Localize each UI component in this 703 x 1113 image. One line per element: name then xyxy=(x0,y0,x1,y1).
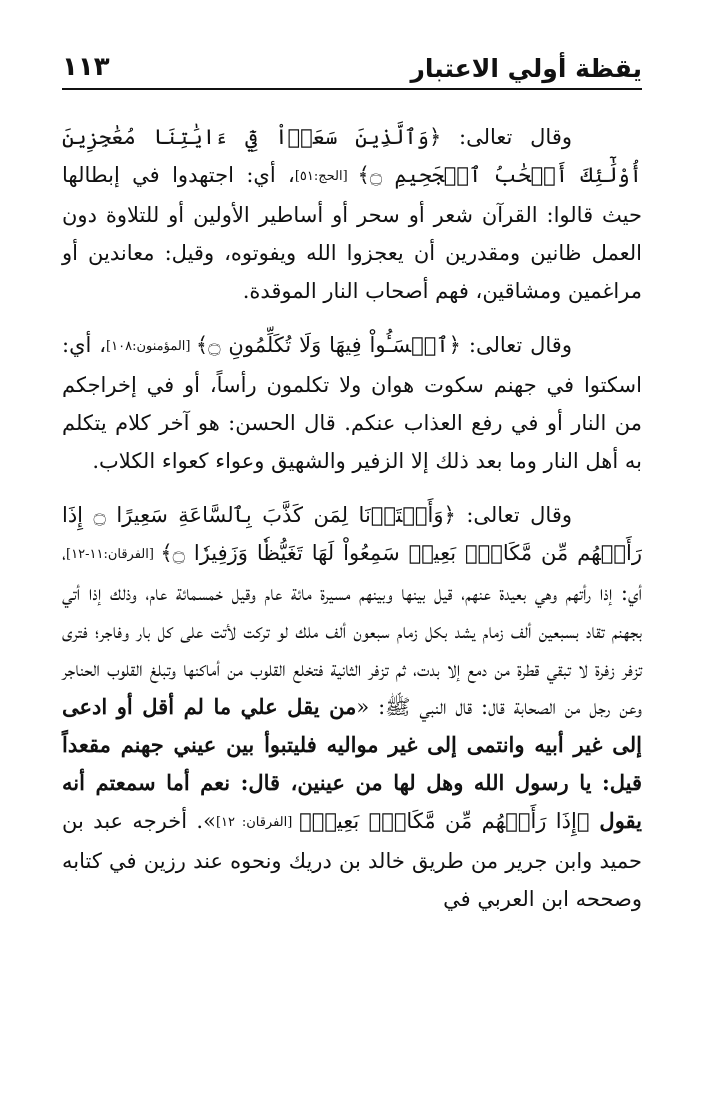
page-number: ١١٣ xyxy=(62,52,110,82)
paragraph-3-quran-verse: ﴿وَأَعۡتَدۡنَا لِمَن كَذَّبَ بِٱلسَّاعَةِ سَعِيرًا ۝ إِذَا رَأَتۡهُم مِّن مَّكَانِۢ بَعِيدٖ سَمِعُواْ لَهَا تَغَيُّظٗا وَزَفِيرٗا ۝﴾ xyxy=(62,503,642,565)
paragraph-2-verse-reference: [المؤمنون:١٠٨] xyxy=(106,339,196,354)
paragraph-1-commentary: ، أي: اجتهدوا في إبطالها حيث قالوا: القرآن شعر أو سحر أو أساطير الأولين أو للتلاوة دون العمل ظانين ومقدرين أن يعجزوا الله ويفوتوه، وقيل: معاندين أو مراغمين ومشاقين، فهم أصحاب النار الموقدة. xyxy=(62,163,642,303)
paragraph-3-commentary: ، أي: إذا رأتهم وهي بعيدة عنهم، قيل بينها وبينهم مسيرة مائة عام وقيل خمسمائة عام، وذلك إذا أتي بجهنم تقاد بسبعين ألف زمام يشد بكل زمام سبعون ألف ملك لو تركت لأتت على كل بار وفاجر؛ فترى تزفر زفرة لا تبقي قطرة من دمع إلا بدت، ثم تزفر الثانية فتخلع القلوب من أماكنها وتبلغ القلوب الحناجر وعن رجل من الصحابة قال: قال النبي ﷺ: « xyxy=(62,541,642,719)
paragraph-3-citation: ». أخرجه عبد بن حميد وابن جرير من طريق خالد بن دريك ونحوه عند رزين في كتابه وصححه ابن العربي في xyxy=(62,809,642,911)
paragraph-1 xyxy=(62,118,642,310)
paragraph-2-part-0: وقال تعالى: xyxy=(460,333,572,357)
paragraph-2-quran-verse: ﴿ٱخۡسَـُٔواْ فِيهَا وَلَا تُكَلِّمُونِ ۝﴾ xyxy=(195,333,461,357)
paragraph-3 xyxy=(62,496,642,918)
body-text xyxy=(62,118,642,934)
paragraph-1-verse-reference: [الحج:٥١] xyxy=(294,169,358,184)
paragraph-3-quran-quote: ﴿إِذَا رَأَتۡهُم مِّن مَّكَانِۢ بَعِيدٖ﴾ xyxy=(299,809,590,833)
paragraph-1-quran-verse: ﴿وَٱلَّذِينَ سَعَوۡاْ فِيٓ ءَايَٰتِنَا مُعَٰجِزِينَ أُوْلَٰٓئِكَ أَصۡحَٰبُ ٱلۡجَحِيمِ ۝﴾ xyxy=(62,125,642,187)
paragraph-3-part-0: وقال تعالى: xyxy=(455,503,572,527)
header-divider xyxy=(62,88,642,90)
paragraph-3-quote-reference: [الفرقان: ١٢] xyxy=(215,815,300,830)
paragraph-2 xyxy=(62,326,642,480)
paragraph-3-hadith-text: من يقل علي ما لم أقل أو ادعى إلى غير أبيه وانتمى إلى غير مواليه فليتبوأ بين عيني جهنم مقعداً قيل: يا رسول الله وهل لها من عينين، قال: نعم أما سمعتم أنه يقول xyxy=(62,694,643,833)
paragraph-3-verse-reference: [الفرقان:١١-١٢] xyxy=(66,547,161,562)
page-header xyxy=(62,50,642,90)
book-title: يقظة أولي الاعتبار xyxy=(410,54,642,83)
paragraph-1-part-0: وقال تعالى: xyxy=(441,125,572,149)
paragraph-2-commentary: ، أي: اسكتوا في جهنم سكوت هوان ولا تكلمون رأساً، أو في إخراجكم من النار أو في رفع العذاب عنكم. قال الحسن: هو آخر كلام يتكلم به أهل النار وما بعد ذلك إلا الزفير والشهيق وعواء كعواء الكلاب. xyxy=(62,333,642,473)
